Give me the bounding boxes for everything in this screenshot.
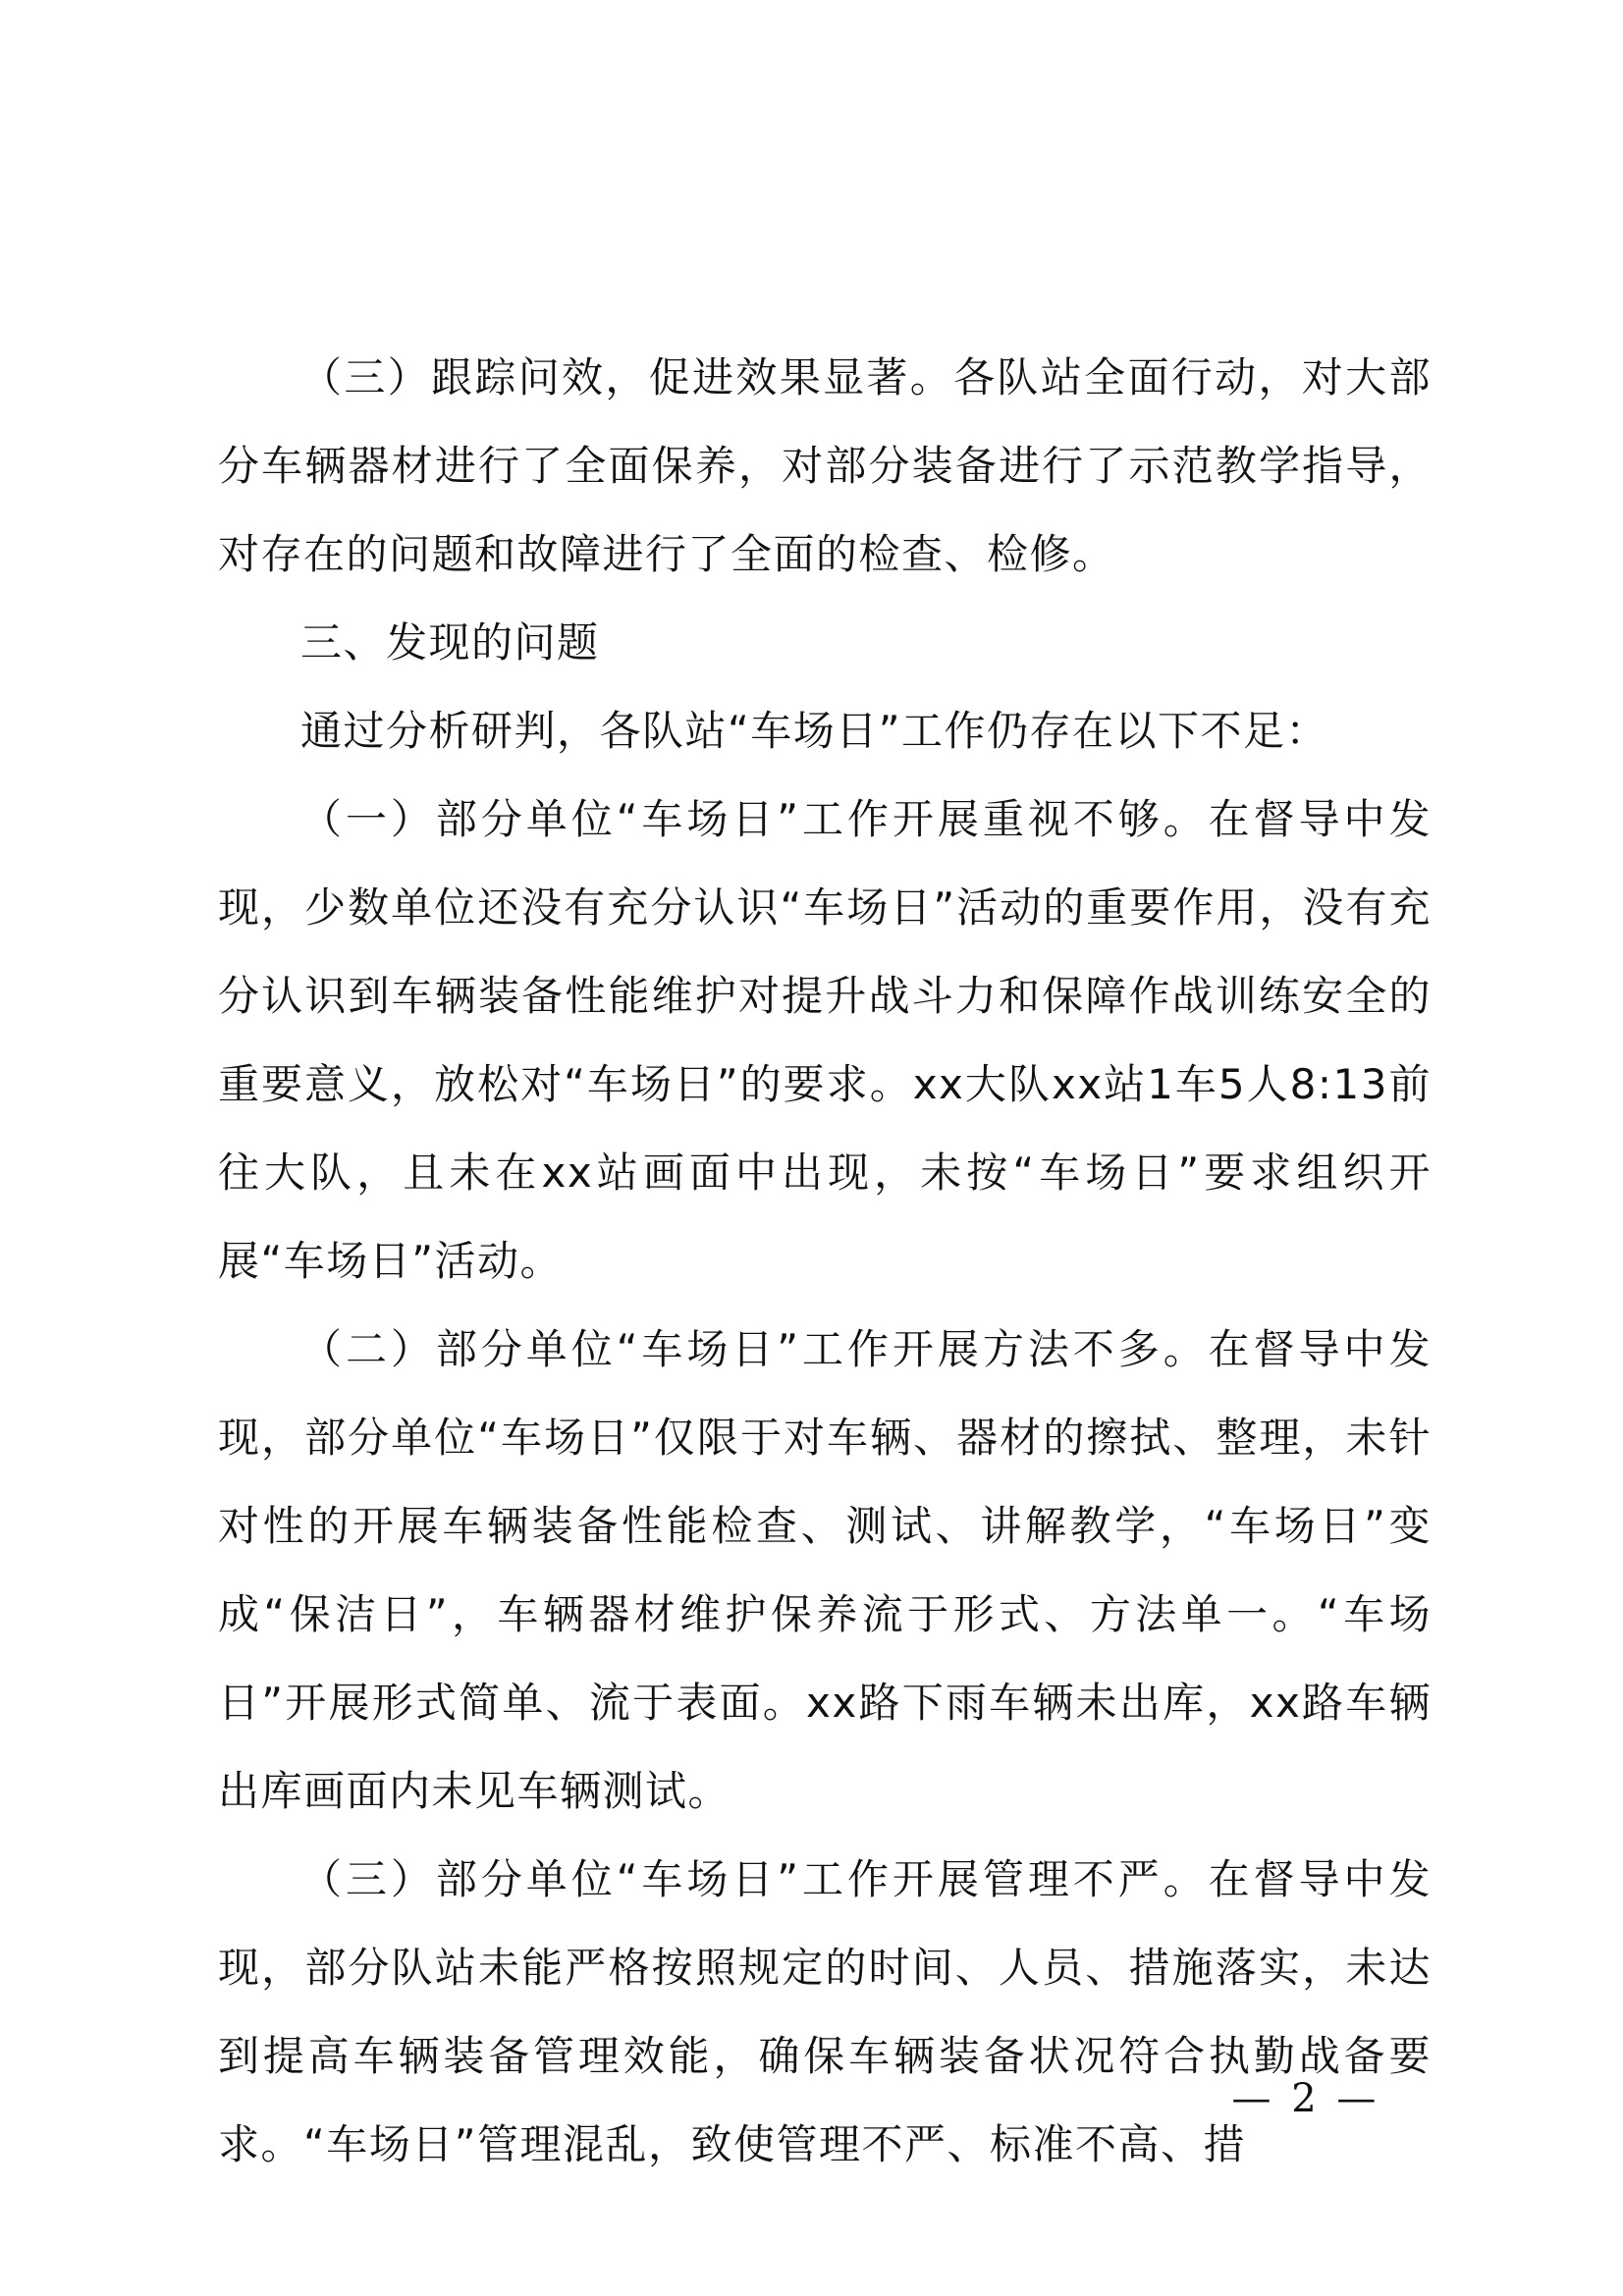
paragraph-issue-two: （二）部分单位“车场日”工作开展方法不多。在督导中发现，部分单位“车场日”仅限于对车辆、器材的擦拭、整理，未针对性的开展车辆装备性能检查、测试、讲解教学，“车场日”变成“保洁日”，车辆器材维护保养流于形式、方法单一。“车场日”开展形式简单、流于表面。xx路下雨车辆未出库，xx路车辆出库画面内未见车辆测试。 bbox=[218, 1325, 1432, 1815]
paragraph-analysis-intro: 通过分析研判，各队站“车场日”工作仍存在以下不足： bbox=[300, 707, 1329, 755]
paragraph-issue-one: （一）部分单位“车场日”工作开展重视不够。在督导中发现，少数单位还没有充分认识“车场日”活动的重要作用，没有充分认识到车辆装备性能维护对提升战斗力和保障作战训练安全的重要意义，放松对“车场日”的要求。xx大队xx站1车5人8:13前往大队，且未在xx站画面中出现，未按“车场日”要求组织开展“车场日”活动。 bbox=[218, 795, 1432, 1285]
page-number: — 2 — bbox=[1231, 2076, 1380, 2121]
document-body bbox=[218, 334, 1432, 2189]
section-heading-problems-found: 三、发现的问题 bbox=[300, 618, 600, 667]
paragraph-tracking-accountability: （三）跟踪问效，促进效果显著。各队站全面行动，对大部分车辆器材进行了全面保养，对部分装备进行了示范教学指导，对存在的问题和故障进行了全面的检查、检修。 bbox=[218, 353, 1432, 578]
paragraph-issue-three: （三）部分单位“车场日”工作开展管理不严。在督导中发现，部分队站未能严格按照规定的时间、人员、措施落实，未达到提高车辆装备管理效能，确保车辆装备状况符合执勤战备要求。“车场日”管理混乱，致使管理不严、标准不高、措 bbox=[218, 1855, 1432, 2168]
